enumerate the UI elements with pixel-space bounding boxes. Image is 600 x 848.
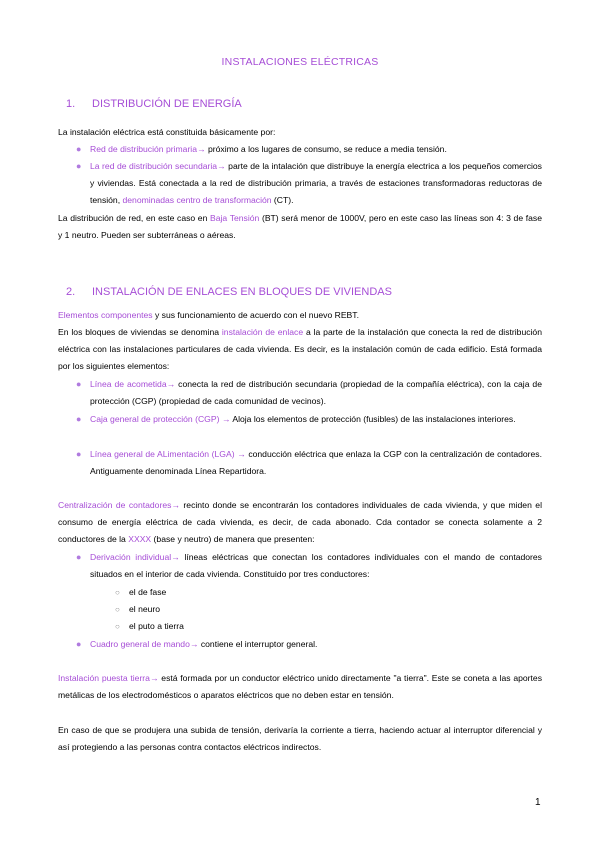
bullet-icon: ● xyxy=(76,414,82,424)
paragraph-text: (base y neutro) de manera que presenten: xyxy=(151,534,315,545)
section-1-intro: La instalación eléctrica está constituida básicamente por: xyxy=(58,127,276,137)
bullet-text: parte de la intalación que distribuye la energía electrica a los pequeños comercios y viviendas. Está conectada a la red de distribución primaria, a través de estaciones transformadoras reductoras de tensión, xyxy=(90,161,542,206)
paragraph-text: y sus funcionamiento de acuerdo con el nuevo REBT. xyxy=(152,310,359,320)
section-2-heading xyxy=(66,286,392,298)
document-title: INSTALACIONES ELÉCTRICAS xyxy=(221,56,379,68)
term: Baja Tensión xyxy=(210,213,260,223)
sub-item-neuro xyxy=(115,601,161,618)
paragraph-final: En caso de que se produjera una subida de tensión, derivaría la corriente a tierra, haciendo actuar al interruptor diferencial y así protegiendo a las personas contra contactos eléctricos indirectos. xyxy=(58,725,542,753)
bullet-lga xyxy=(76,446,542,480)
paragraph-elementos xyxy=(58,307,542,324)
paragraph-baja-tension xyxy=(58,210,542,244)
term: Instalación puesta tierra→ xyxy=(58,673,159,683)
sub-item-text: el de fase xyxy=(129,587,167,597)
term: denominadas centro de transformación xyxy=(122,195,272,206)
section-1-title: DISTRIBUCIÓN DE ENERGÍA xyxy=(92,98,242,110)
sub-item-fase xyxy=(115,584,167,601)
bullet-red-secundaria xyxy=(76,158,542,210)
section-2-number: 2. xyxy=(66,286,76,298)
section-1-heading xyxy=(66,98,242,110)
sub-item-text: el neuro xyxy=(129,604,161,614)
paragraph-text: está formada por un conductor eléctrico unido directamente "a tierra". Este se coneta a las aportes metálicas de los electrodomésticos o aparatos eléctricos que no deben estar en tensión. xyxy=(58,673,543,701)
section-2-title: INSTALACIÓN DE ENLACES EN BLOQUES DE VIVIENDAS xyxy=(92,286,392,298)
sub-item-text: el puto a tierra xyxy=(129,621,184,631)
sub-item-tierra xyxy=(115,618,184,635)
paragraph-text: recinto donde se encontrarán los contadores individuales de cada vivienda, y que miden el consumo de energía eléctrica de cada vivienda, es decir, de cada abonado. Cda contador se conecta solamente a 2 conductores de la xyxy=(58,500,542,545)
bullet-icon: ● xyxy=(76,161,82,171)
term: instalación de enlace xyxy=(221,327,304,337)
bullet-text: próximo a los lugares de consumo, se reduce a media tensión. xyxy=(205,144,447,154)
paragraph-puesta-tierra xyxy=(58,670,542,704)
bullet-icon: ● xyxy=(76,552,82,562)
bullet-cgp xyxy=(76,411,542,428)
circle-bullet-icon: ○ xyxy=(115,605,120,614)
bullet-text: conecta la red de distribución secundaria (propiedad de la compañía eléctrica), con la caja de protección (CGP) (propiedad de cada comunidad de vecinos). xyxy=(90,379,542,407)
circle-bullet-icon: ○ xyxy=(115,588,120,597)
paragraph-text: (BT) será menor de 1000V, pero en este caso las líneas son 4: 3 de fase y 1 neutro. Pueden ser subterráneas o aéreas. xyxy=(58,213,542,241)
section-1-number: 1. xyxy=(66,98,76,110)
term: Elementos componentes xyxy=(58,310,153,320)
bullet-text: (CT). xyxy=(271,195,294,206)
term: La red de distribución secundaria→ xyxy=(90,161,226,171)
term: Centralización de contadores→ xyxy=(58,500,180,510)
bullet-icon: ● xyxy=(76,639,82,649)
bullet-icon: ● xyxy=(76,449,82,459)
paragraph-text: a la parte de la instalación que conecta la red de distribución eléctrica con las instalaciones particulares de cada vivienda. Es decir, es la instalación común de cada edificio. Está formada por los siguientes elementos: xyxy=(58,327,542,372)
term: Cuadro general de mando→ xyxy=(90,639,199,649)
term: Línea de acometida→ xyxy=(90,379,176,389)
term: Línea general de ALimentación (LGA) → xyxy=(90,449,246,459)
bullet-text: Aloja los elementos de protección (fusibles) de las instalaciones interiores. xyxy=(230,414,516,424)
paragraph-bloques xyxy=(58,324,542,376)
bullet-text: contiene el interruptor general. xyxy=(198,639,318,649)
bullet-red-primaria xyxy=(76,141,542,158)
paragraph-centralizacion xyxy=(58,497,542,549)
term: Derivación individual→ xyxy=(90,552,180,562)
page-number: 1 xyxy=(535,797,541,808)
bullet-acometida xyxy=(76,376,542,410)
paragraph-text: En los bloques de viviendas se denomina xyxy=(58,327,222,337)
term: Caja general de protección (CGP) → xyxy=(90,414,231,424)
paragraph-text: La distribución de red, en este caso en xyxy=(58,213,211,223)
bullet-text: conducción eléctrica que enlaza la CGP con la centralización de contadores. Antiguamente denominada Línea Repartidora. xyxy=(90,449,542,477)
bullet-derivacion xyxy=(76,549,542,583)
term: Red de distribución primaria→ xyxy=(90,144,206,154)
term: XXXX xyxy=(128,534,152,545)
bullet-cuadro-general xyxy=(76,636,542,653)
circle-bullet-icon: ○ xyxy=(115,622,120,631)
bullet-icon: ● xyxy=(76,379,82,389)
bullet-icon: ● xyxy=(76,144,82,154)
bullet-text: líneas eléctricas que conectan los contadores individuales con el mando de contadores situados en el interior de cada vivienda. Constituido por tres conductores: xyxy=(90,552,542,580)
